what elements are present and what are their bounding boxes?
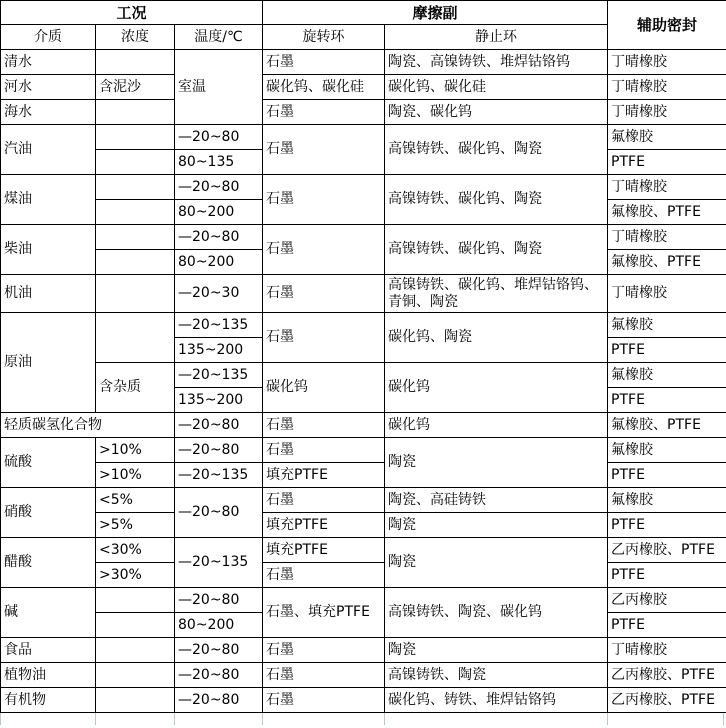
cell-concentration	[96, 225, 175, 250]
cell-medium: 海水	[1, 100, 96, 125]
header-working-conditions: 工况	[1, 1, 263, 25]
cell-medium: 煤油	[1, 175, 96, 225]
table-row	[1, 100, 726, 125]
cell-stationary-ring: 陶瓷	[385, 638, 608, 663]
cell-auxiliary-seal: 乙丙橡胶、PTFE	[608, 663, 726, 688]
cell-rotating-ring: 石墨	[263, 100, 385, 125]
cell-concentration: 含泥沙	[96, 75, 175, 100]
cell-medium: 河水	[1, 75, 96, 100]
cell-auxiliary-seal: PTFE	[608, 463, 726, 488]
cell-rotating-ring: 石墨	[263, 313, 385, 363]
cell-concentration: 含杂质	[96, 363, 175, 413]
cell-rotating-ring: 填充PTFE	[263, 463, 385, 488]
cell-auxiliary-seal: PTFE	[608, 338, 726, 363]
cell-concentration	[96, 250, 175, 275]
cell-auxiliary-seal: 乙丙橡胶	[608, 588, 726, 613]
cell-auxiliary-seal: 氟橡胶、PTFE	[608, 250, 726, 275]
cell-medium: 植物油	[1, 663, 96, 688]
cell-concentration	[96, 275, 175, 313]
cell-rotating-ring: 碳化钨	[263, 363, 385, 413]
table-row	[1, 175, 726, 200]
cell-temperature: —20~135	[175, 313, 263, 338]
header-stationary-ring: 静止环	[385, 25, 608, 50]
cell-stationary-ring: 陶瓷	[385, 538, 608, 588]
cell-concentration	[96, 313, 175, 363]
table-row	[1, 663, 726, 688]
table-row	[1, 538, 726, 563]
cell-stationary-ring: 高镍铸铁、陶瓷	[385, 663, 608, 688]
cell-temperature: —20~80	[175, 588, 263, 613]
cell-concentration: >5%	[96, 513, 175, 538]
cell-medium: 轻质碳氢化合物	[1, 413, 175, 438]
cell-stationary-ring: 高镍铸铁、碳化钨、陶瓷	[385, 175, 608, 225]
cell-rotating-ring: 石墨	[263, 488, 385, 513]
cell-medium: 硝酸	[1, 488, 96, 538]
cell-auxiliary-seal: 丁晴橡胶	[608, 100, 726, 125]
table-row	[1, 513, 726, 538]
cell-stationary-ring: 碳化钨	[385, 413, 608, 438]
cell-concentration	[96, 688, 175, 713]
cell-temperature: —20~135	[175, 538, 263, 588]
cell-rotating-ring: 石墨	[263, 125, 385, 175]
cell-temperature: 80~200	[175, 250, 263, 275]
gridline	[95, 713, 96, 725]
cell-temperature: —20~80	[175, 638, 263, 663]
table-row	[1, 50, 726, 75]
table-row	[1, 463, 726, 488]
cell-concentration	[96, 613, 175, 638]
cell-temperature: —20~80	[175, 438, 263, 463]
table-row	[1, 563, 726, 588]
header-friction-pair: 摩擦副	[263, 1, 608, 25]
cell-rotating-ring: 石墨	[263, 50, 385, 75]
header-rotating-ring: 旋转环	[263, 25, 385, 50]
cell-stationary-ring: 碳化钨、铸铁、堆焊钴铬钨	[385, 688, 608, 713]
cell-auxiliary-seal: 丁晴橡胶	[608, 175, 726, 200]
cell-auxiliary-seal: PTFE	[608, 613, 726, 638]
cell-temperature: —20~80	[175, 413, 263, 438]
cell-temperature: —20~135	[175, 463, 263, 488]
header-medium: 介质	[1, 25, 96, 50]
gridline	[262, 713, 263, 725]
cell-concentration: >30%	[96, 563, 175, 588]
cell-medium: 机油	[1, 275, 96, 313]
gridline	[723, 713, 724, 725]
partial-next-row	[0, 713, 726, 725]
cell-rotating-ring: 填充PTFE	[263, 513, 385, 538]
table-row	[1, 75, 726, 100]
cell-concentration: >10%	[96, 463, 175, 488]
cell-rotating-ring: 石墨	[263, 275, 385, 313]
cell-concentration	[96, 175, 175, 200]
cell-temperature: 135~200	[175, 338, 263, 363]
cell-rotating-ring: 石墨	[263, 438, 385, 463]
cell-rotating-ring: 石墨	[263, 663, 385, 688]
cell-concentration: <5%	[96, 488, 175, 513]
cell-auxiliary-seal: 氟橡胶	[608, 363, 726, 388]
table-row	[1, 225, 726, 250]
cell-auxiliary-seal: PTFE	[608, 563, 726, 588]
table-row	[1, 438, 726, 463]
cell-stationary-ring: 陶瓷	[385, 513, 608, 538]
cell-concentration	[96, 200, 175, 225]
cell-concentration	[96, 100, 175, 125]
cell-rotating-ring: 石墨	[263, 638, 385, 663]
cell-stationary-ring: 陶瓷、高硅铸铁	[385, 488, 608, 513]
cell-auxiliary-seal: 丁晴橡胶	[608, 75, 726, 100]
cell-concentration	[96, 50, 175, 75]
cell-medium: 食品	[1, 638, 96, 663]
table-row	[1, 488, 726, 513]
table-row	[1, 275, 726, 313]
cell-temperature: 80~200	[175, 200, 263, 225]
cell-medium: 有机物	[1, 688, 96, 713]
cell-auxiliary-seal: 氟橡胶	[608, 488, 726, 513]
gridline	[0, 713, 1, 725]
cell-concentration	[96, 588, 175, 613]
cell-temperature: —20~80	[175, 225, 263, 250]
cell-rotating-ring: 石墨、填充PTFE	[263, 588, 385, 638]
cell-medium: 原油	[1, 313, 96, 413]
cell-auxiliary-seal: 丁晴橡胶	[608, 638, 726, 663]
header-concentration: 浓度	[96, 25, 175, 50]
cell-temperature: —20~135	[175, 363, 263, 388]
gridline	[384, 713, 385, 725]
cell-auxiliary-seal: 氟橡胶	[608, 438, 726, 463]
table-row	[1, 125, 726, 150]
cell-concentration	[96, 638, 175, 663]
cell-temperature: 80~135	[175, 150, 263, 175]
cell-stationary-ring: 高镍铸铁、碳化钨、陶瓷	[385, 125, 608, 175]
gridline	[607, 713, 608, 725]
cell-auxiliary-seal: PTFE	[608, 150, 726, 175]
gridline	[174, 713, 175, 725]
cell-auxiliary-seal: 氟橡胶、PTFE	[608, 200, 726, 225]
cell-temperature: 80~200	[175, 613, 263, 638]
cell-stationary-ring: 高镍铸铁、碳化钨、陶瓷	[385, 225, 608, 275]
cell-medium: 硫酸	[1, 438, 96, 488]
cell-temperature: 室温	[175, 50, 263, 125]
cell-auxiliary-seal: 氟橡胶	[608, 313, 726, 338]
table-row	[1, 638, 726, 663]
cell-temperature: —20~30	[175, 275, 263, 313]
cell-stationary-ring: 陶瓷	[385, 438, 608, 488]
cell-auxiliary-seal: 氟橡胶、PTFE	[608, 413, 726, 438]
cell-temperature: 135~200	[175, 388, 263, 413]
cell-temperature: —20~80	[175, 125, 263, 150]
cell-temperature: —20~80	[175, 175, 263, 200]
table-row	[1, 363, 726, 388]
cell-medium: 清水	[1, 50, 96, 75]
cell-medium: 碱	[1, 588, 96, 638]
cell-temperature: —20~80	[175, 663, 263, 688]
cell-rotating-ring: 石墨	[263, 688, 385, 713]
cell-concentration	[96, 150, 175, 175]
table-row	[1, 313, 726, 338]
cell-auxiliary-seal: 丁晴橡胶	[608, 225, 726, 250]
cell-auxiliary-seal: 乙丙橡胶、PTFE	[608, 688, 726, 713]
cell-auxiliary-seal: PTFE	[608, 388, 726, 413]
cell-stationary-ring: 陶瓷、高镍铸铁、堆焊钴铬钨	[385, 50, 608, 75]
table-row	[1, 588, 726, 613]
cell-concentration	[96, 125, 175, 150]
cell-medium: 柴油	[1, 225, 96, 275]
cell-temperature: —20~80	[175, 488, 263, 538]
cell-rotating-ring: 石墨	[263, 563, 385, 588]
table-row	[1, 413, 726, 438]
cell-auxiliary-seal: 丁晴橡胶	[608, 275, 726, 313]
cell-auxiliary-seal: 氟橡胶	[608, 125, 726, 150]
cell-temperature: —20~80	[175, 688, 263, 713]
header-temperature: 温度/℃	[175, 25, 263, 50]
cell-stationary-ring: 碳化钨、陶瓷	[385, 313, 608, 363]
cell-auxiliary-seal: 乙丙橡胶、PTFE	[608, 538, 726, 563]
cell-stationary-ring: 碳化钨	[385, 363, 608, 413]
header-auxiliary-seal: 辅助密封	[608, 1, 726, 50]
cell-rotating-ring: 石墨	[263, 175, 385, 225]
header-row-1	[1, 1, 726, 25]
cell-medium: 汽油	[1, 125, 96, 175]
cell-auxiliary-seal: 丁晴橡胶	[608, 50, 726, 75]
cell-rotating-ring: 碳化钨、碳化硅	[263, 75, 385, 100]
cell-concentration: >10%	[96, 438, 175, 463]
cell-rotating-ring: 石墨	[263, 225, 385, 275]
cell-concentration	[96, 663, 175, 688]
table-row	[1, 688, 726, 713]
cell-stationary-ring: 高镍铸铁、陶瓷、碳化钨	[385, 588, 608, 638]
cell-concentration: <30%	[96, 538, 175, 563]
cell-rotating-ring: 填充PTFE	[263, 538, 385, 563]
cell-stationary-ring: 高镍铸铁、碳化钨、堆焊钴铬钨、青铜、陶瓷	[385, 275, 608, 313]
cell-stationary-ring: 陶瓷、碳化钨	[385, 100, 608, 125]
cell-auxiliary-seal: PTFE	[608, 513, 726, 538]
cell-medium: 醋酸	[1, 538, 96, 588]
cell-stationary-ring: 碳化钨、碳化硅	[385, 75, 608, 100]
cell-rotating-ring: 石墨	[263, 413, 385, 438]
